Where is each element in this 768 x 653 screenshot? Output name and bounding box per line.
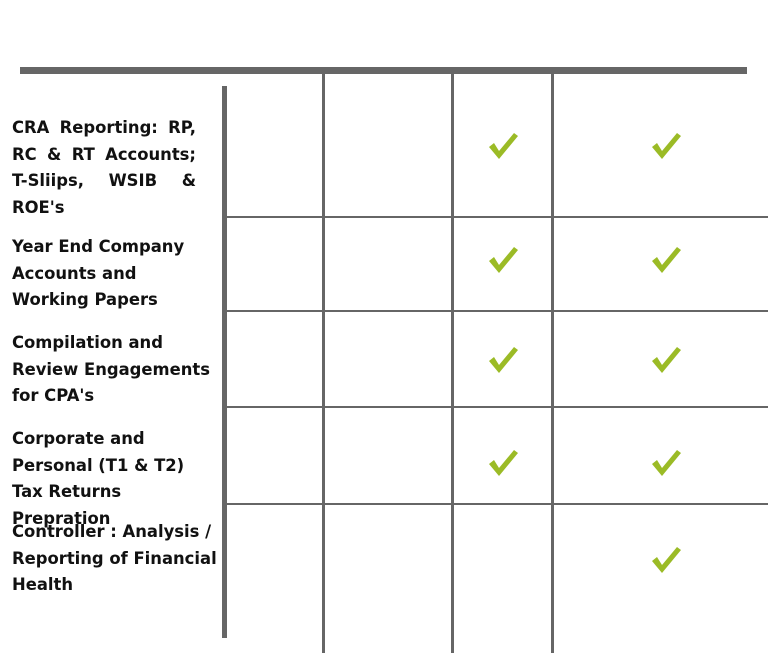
checkmark-icon xyxy=(487,345,519,375)
row-divider-4 xyxy=(227,503,768,505)
label-column-divider xyxy=(222,86,227,638)
checkmark-icon xyxy=(487,245,519,275)
top-rule xyxy=(20,67,747,74)
checkmark-icon xyxy=(650,245,682,275)
checkmark-icon xyxy=(650,131,682,161)
checkmark-icon xyxy=(650,545,682,575)
row-label-tax-returns: Corporate and Personal (T1 & T2) Tax Returns Prepration xyxy=(12,429,185,528)
checkmark-icon xyxy=(487,131,519,161)
row-divider-3 xyxy=(227,406,768,408)
row-divider-1 xyxy=(227,216,768,218)
row-label-cra-reporting: CRA Reporting: RP, RC & RT Accounts; T-Sliips, WSIB & ROE's xyxy=(12,118,196,217)
column-divider-1 xyxy=(322,74,325,653)
row-label-controller: Controller : Analysis / Reporting of Financial Health xyxy=(12,522,217,594)
column-divider-3 xyxy=(551,74,554,653)
checkmark-icon xyxy=(487,448,519,478)
row-label-compilation-review: Compilation and Review Engagements for CPA's xyxy=(12,333,210,405)
checkmark-icon xyxy=(650,345,682,375)
checkmark-icon xyxy=(650,448,682,478)
row-divider-2 xyxy=(227,310,768,312)
row-label-year-end-accounts: Year End Company Accounts and Working Papers xyxy=(12,237,185,309)
column-divider-2 xyxy=(451,74,454,653)
